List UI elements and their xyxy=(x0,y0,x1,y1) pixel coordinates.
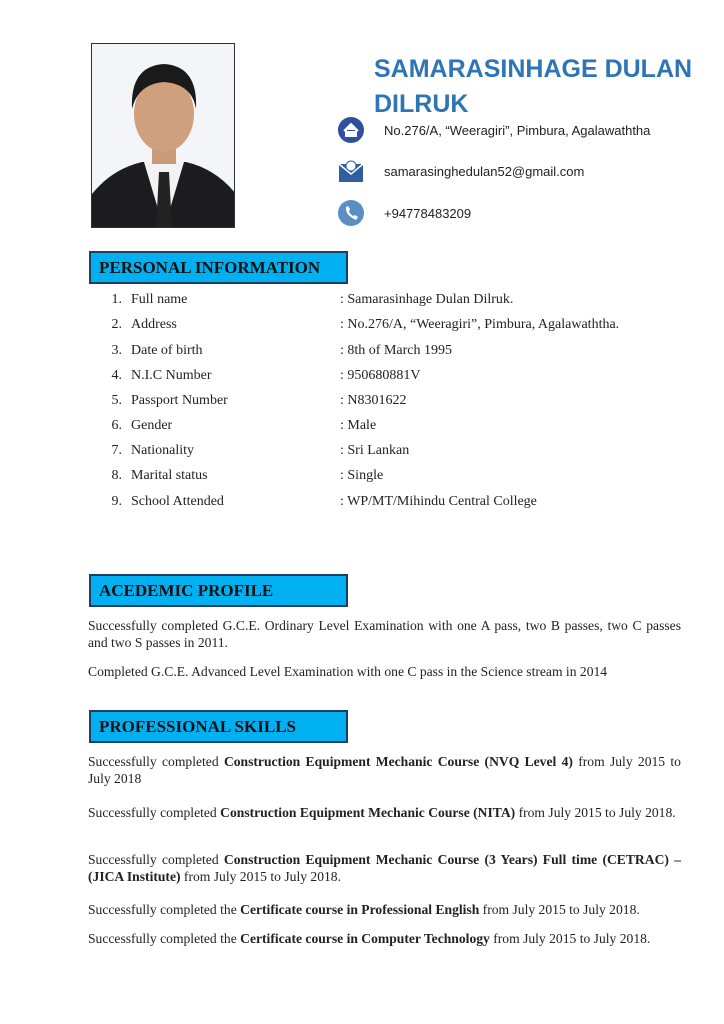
skill-course: Construction Equipment Mechanic Course (3 Years) Full time (CETRAC) – (JICA Institute) xyxy=(88,852,681,884)
info-row xyxy=(0,494,724,519)
section-professional-skills: PROFESSIONAL SKILLS xyxy=(89,710,348,743)
contact-email[interactable] xyxy=(336,156,584,186)
contact-address xyxy=(336,115,650,145)
row-number: 3. xyxy=(111,343,122,358)
skill-text: Successfully completed the xyxy=(88,931,241,946)
academic-item: Successfully completed G.C.E. Ordinary Level Examination with one A pass, two B passes, two C passes and two S passes in 2011. xyxy=(88,618,681,650)
row-label: School Attended xyxy=(131,494,224,509)
skill-course: Certificate course in Computer Technology xyxy=(240,931,490,946)
info-row xyxy=(0,368,724,393)
skill-dates: from July 2015 to July 2018. xyxy=(489,931,651,946)
envelope-icon xyxy=(336,156,366,186)
info-row xyxy=(0,443,724,468)
row-number: 8. xyxy=(111,468,122,483)
email-text[interactable]: samarasinghedulan52@gmail.com xyxy=(384,163,585,179)
skill-course: Construction Equipment Mechanic Course (NITA) xyxy=(220,805,516,820)
row-value: : Sri Lankan xyxy=(340,443,410,458)
row-label: Full name xyxy=(131,292,188,307)
row-number: 7. xyxy=(111,443,122,458)
candidate-name: SAMARASINHAGE DULAN DILRUK xyxy=(374,55,693,118)
academic-item: Completed G.C.E. Advanced Level Examination with one C pass in the Science stream in 2014 xyxy=(88,664,608,679)
row-number: 1. xyxy=(111,292,122,307)
profile-photo xyxy=(91,43,235,228)
row-label: Passport Number xyxy=(131,393,228,408)
info-row xyxy=(0,393,724,418)
skill-text: Successfully completed the xyxy=(88,902,241,917)
info-row xyxy=(0,343,724,368)
section-personal-information: PERSONAL INFORMATION xyxy=(89,251,348,284)
row-value: : 950680881V xyxy=(340,368,421,383)
row-number: 2. xyxy=(111,317,122,332)
row-value: : 8th of March 1995 xyxy=(340,343,452,358)
skill-item xyxy=(88,901,681,918)
skill-text: Successfully completed xyxy=(88,805,221,820)
skill-course: Certificate course in Professional English xyxy=(240,902,480,917)
skill-text: Successfully completed xyxy=(88,754,224,769)
skill-dates: from July 2015 to July 2018. xyxy=(180,869,341,884)
row-value: : WP/MT/Mihindu Central College xyxy=(340,494,537,509)
skill-dates: from July 2015 to July 2018. xyxy=(479,902,640,917)
skill-text: Successfully completed xyxy=(88,852,224,867)
row-value: : No.276/A, “Weeragiri”, Pimbura, Agalawaththa. xyxy=(340,317,620,332)
info-row xyxy=(0,292,724,317)
skill-dates: from July 2015 to July 2018 xyxy=(88,754,681,786)
row-value: : Single xyxy=(340,468,384,483)
phone-icon xyxy=(336,198,366,228)
skill-item xyxy=(88,851,681,885)
row-number: 6. xyxy=(111,418,122,433)
contact-phone xyxy=(336,198,471,228)
section-academic-profile: ACEDEMIC PROFILE xyxy=(89,574,348,607)
home-icon xyxy=(336,115,366,145)
skill-item xyxy=(88,930,681,947)
phone-text: +94778483209 xyxy=(384,205,472,221)
skill-item xyxy=(88,753,681,787)
row-label: N.I.C Number xyxy=(131,368,212,383)
row-value: : Samarasinhage Dulan Dilruk. xyxy=(340,292,514,307)
row-number: 9. xyxy=(111,494,122,509)
info-row xyxy=(0,317,724,342)
row-label: Nationality xyxy=(131,443,194,458)
row-label: Address xyxy=(131,317,177,332)
row-value: : N8301622 xyxy=(340,393,407,408)
row-number: 4. xyxy=(111,368,122,383)
info-row xyxy=(0,418,724,443)
skill-course: Construction Equipment Mechanic Course (NVQ Level 4) xyxy=(223,754,573,769)
skill-item xyxy=(88,804,681,821)
info-row xyxy=(0,468,724,493)
row-number: 5. xyxy=(111,393,122,408)
row-value: : Male xyxy=(340,418,377,433)
row-label: Date of birth xyxy=(131,343,203,358)
skill-dates: from July 2015 to July 2018. xyxy=(515,805,676,820)
address-text: No.276/A, “Weeragiri”, Pimbura, Agalawaththa xyxy=(384,122,651,138)
row-label: Gender xyxy=(131,418,173,433)
row-label: Marital status xyxy=(131,468,208,483)
